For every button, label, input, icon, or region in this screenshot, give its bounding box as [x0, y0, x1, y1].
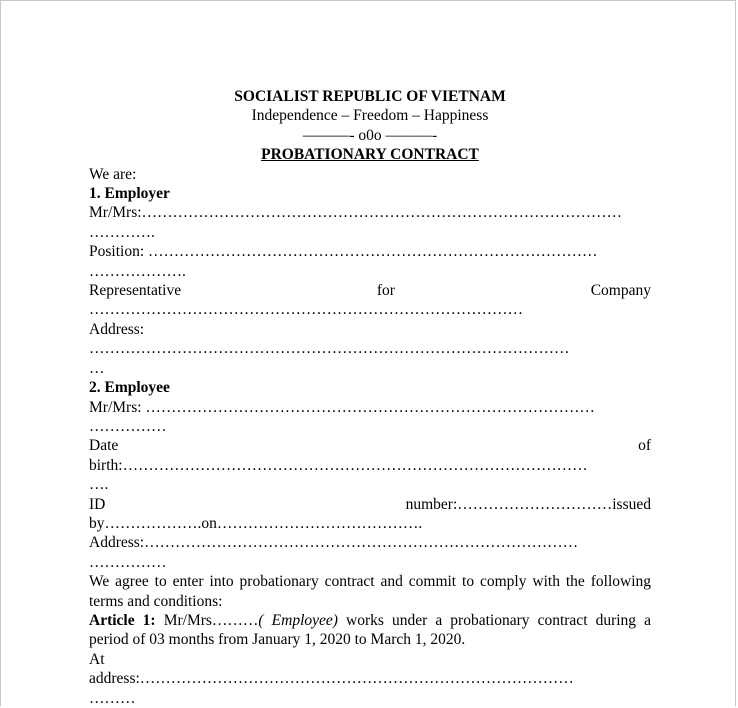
of-word: of — [638, 437, 651, 455]
employee-address-cont: …………… — [89, 553, 167, 571]
document-body — [89, 87, 651, 708]
employee-heading: 2. Employee — [89, 379, 170, 397]
agreement-paragraph: We agree to enter into probationary contract and commit to comply with the following terms and conditions: — [89, 573, 651, 610]
employer-representative-line — [89, 281, 651, 300]
employer-representative-dots: ………………………………………………………………………… — [89, 301, 523, 319]
employer-heading: 1. Employer — [89, 185, 170, 203]
employee-dob-line — [89, 436, 651, 455]
for-word: for — [376, 282, 395, 300]
article-1-at: At — [89, 650, 105, 668]
employer-address-label: Address: — [89, 320, 145, 338]
article-1-address: address:………………………………………………………………………… — [89, 670, 574, 688]
id-word: ID — [89, 495, 106, 513]
article-1-paragraph — [89, 611, 651, 650]
employee-name-cont: …………… — [89, 417, 167, 435]
employer-position-cont: ………………. — [89, 262, 186, 280]
motto: Independence – Freedom – Happiness — [251, 107, 489, 125]
employee-address-line: Address:………………………………………………………………………… — [89, 534, 579, 552]
article-1-employee-note: ( Employee) — [258, 611, 338, 629]
article-1-address-cont: ……… — [89, 689, 136, 707]
article-1-text-a: Mr/Mrs……… — [155, 611, 259, 629]
article-1-text-b: works under a probationary contract during a period of 03 months from January 1, 2020 to March 1, 2020. — [89, 611, 651, 649]
employee-name-line: Mr/Mrs: …………………………………………………………………………… — [89, 398, 595, 416]
id-number-issued: number:…………………………issued — [405, 495, 651, 513]
employee-dob-dots: birth:……………………………………………………………………………… — [89, 456, 588, 474]
contract-title: PROBATIONARY CONTRACT — [261, 146, 479, 164]
intro-text: We are: — [89, 165, 137, 183]
company-word: Company — [590, 282, 651, 300]
employer-name-cont: …………. — [89, 223, 155, 241]
employer-name-line: Mr/Mrs:………………………………………………………………………………… — [89, 204, 623, 222]
date-word: Date — [89, 437, 119, 455]
employee-id-issued-line: by……………….on…………………………………. — [89, 514, 423, 532]
country-heading: SOCIALIST REPUBLIC OF VIETNAM — [234, 88, 506, 105]
separator: ———- o0o ———- — [302, 126, 438, 144]
employer-address-cont: … — [89, 359, 105, 377]
article-1-label: Article 1: — [89, 611, 156, 629]
employee-dob-cont: …. — [89, 476, 109, 494]
employer-position-line: Position: …………………………………………………………………………… — [89, 243, 598, 261]
employee-id-line — [89, 495, 651, 514]
employer-address-dots: ………………………………………………………………………………… — [89, 340, 570, 358]
representative-word: Representative — [89, 282, 182, 300]
